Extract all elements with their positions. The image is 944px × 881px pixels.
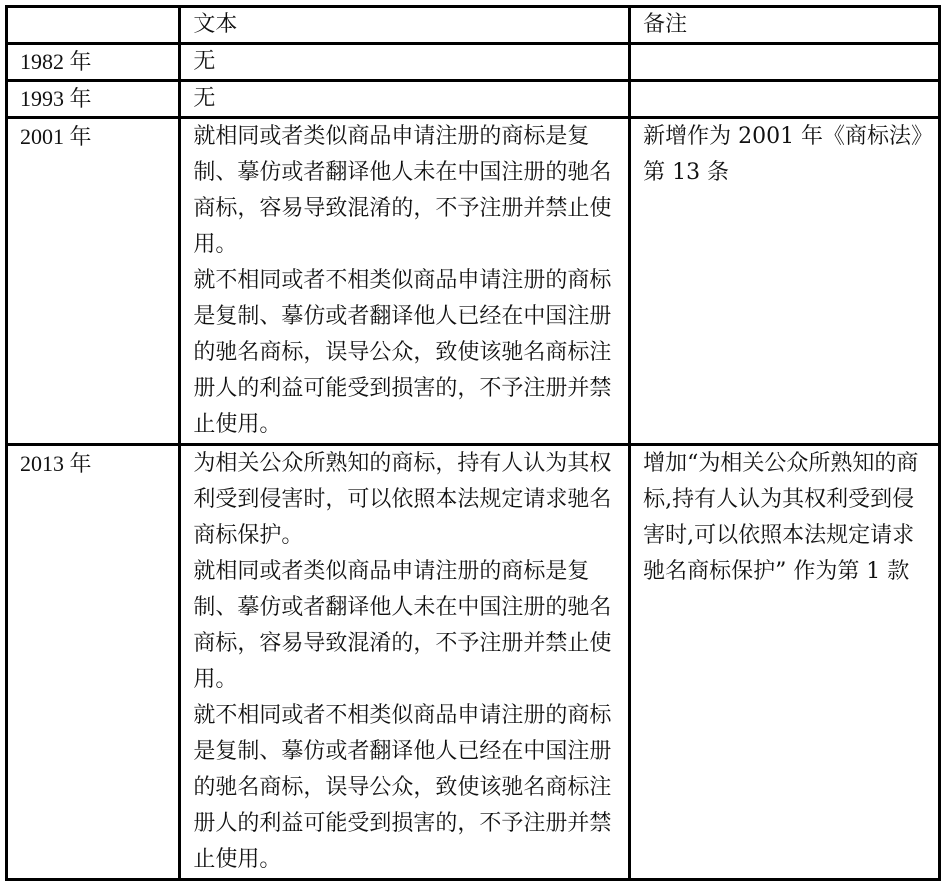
table-row-2013 (7, 445, 940, 880)
note-cell (630, 44, 940, 81)
text-paragraph: 为相关公众所熟知的商标，持有人认为其权利受到侵害时，可以依照本法规定请求驰名商标保护。 (193, 451, 612, 548)
text-cell (180, 118, 630, 445)
year-cell: 2013 年 (7, 445, 180, 880)
text-cell (180, 445, 630, 880)
text-cell (180, 81, 630, 118)
header-note: 备注 (630, 7, 940, 44)
header-text: 文本 (180, 7, 630, 44)
trademark-law-comparison-table (5, 5, 941, 881)
table-row-2001 (7, 118, 940, 445)
text-cell (180, 44, 630, 81)
text-paragraph: 就不相同或者不相类似商品申请注册的商标是复制、摹仿或者翻译他人已经在中国注册的驰名商标，误导公众，致使该驰名商标注册人的利益可能受到损害的，不予注册并禁止使用。 (193, 268, 612, 437)
year-cell: 2001 年 (7, 118, 180, 445)
text-paragraph: 就相同或者类似商品申请注册的商标是复制、摹仿或者翻译他人未在中国注册的驰名商标，容易导致混淆的，不予注册并禁止使用。 (193, 559, 612, 692)
note-cell: 新增作为 2001 年《商标法》第 13 条 (630, 118, 940, 445)
year-cell: 1993 年 (7, 81, 180, 118)
text-paragraph: 无 (193, 49, 216, 74)
note-cell: 增加“为相关公众所熟知的商标,持有人认为其权利受到侵害时,可以依照本法规定请求驰名商标保护” 作为第 1 款 (630, 445, 940, 880)
text-paragraph: 无 (193, 86, 216, 111)
text-paragraph: 就相同或者类似商品申请注册的商标是复制、摹仿或者翻译他人未在中国注册的驰名商标，容易导致混淆的，不予注册并禁止使用。 (193, 124, 612, 257)
year-cell: 1982 年 (7, 44, 180, 81)
text-paragraph: 就不相同或者不相类似商品申请注册的商标是复制、摹仿或者翻译他人已经在中国注册的驰名商标，误导公众，致使该驰名商标注册人的利益可能受到损害的，不予注册并禁止使用。 (193, 703, 612, 872)
header-year (7, 7, 180, 44)
table-row-1982 (7, 44, 940, 81)
note-cell (630, 81, 940, 118)
table-row-1993 (7, 81, 940, 118)
table-header-row (7, 7, 940, 44)
